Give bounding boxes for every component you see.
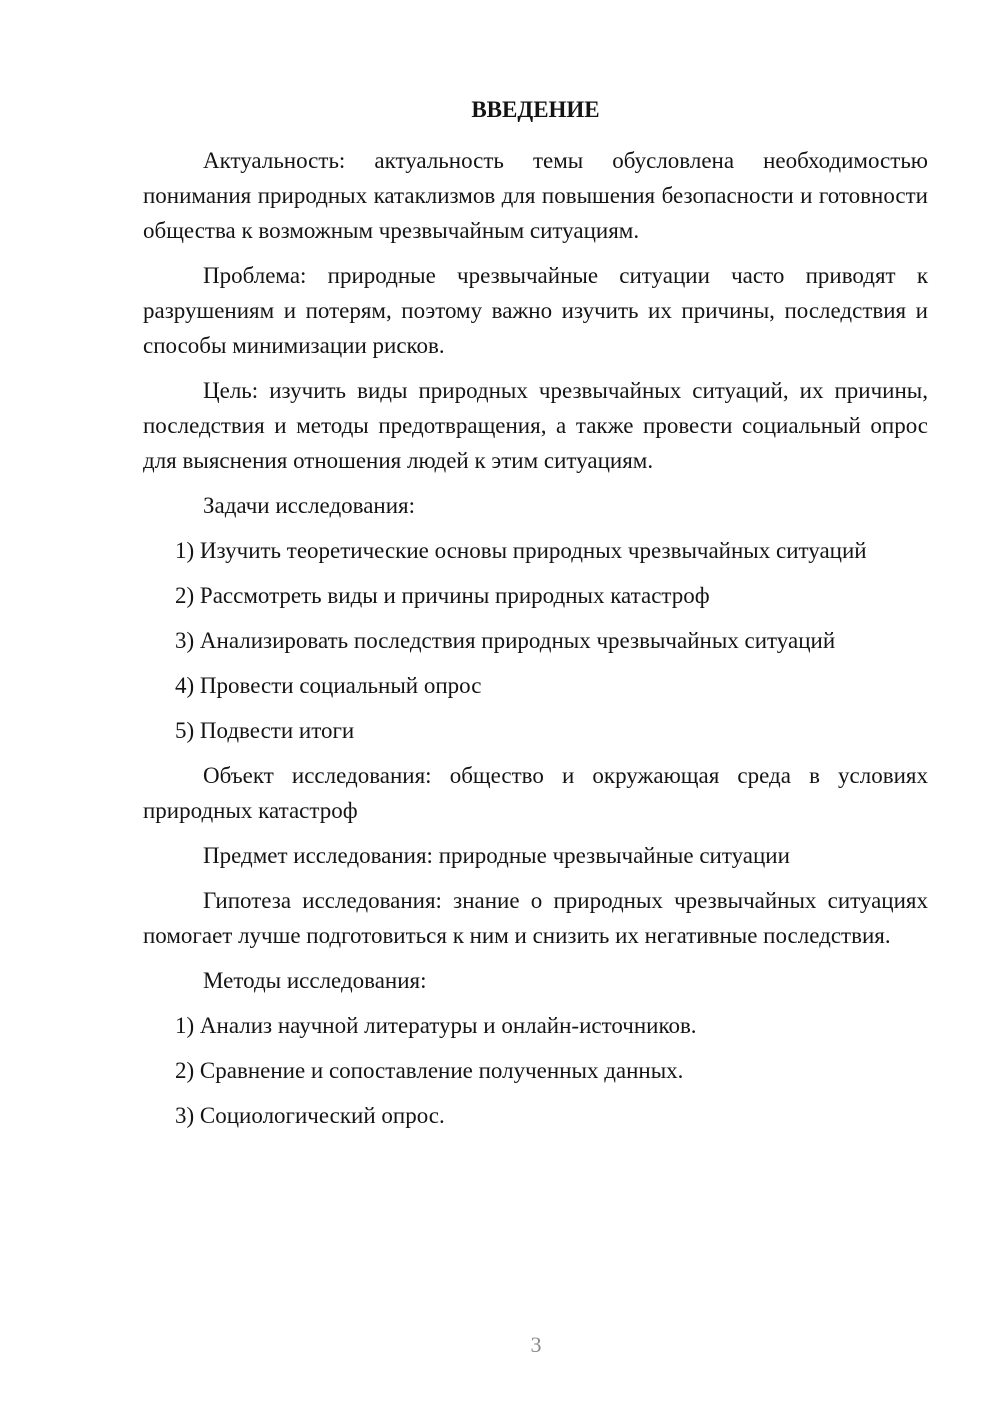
task-item: 3) Анализировать последствия природных чрезвычайных ситуаций [175, 628, 836, 653]
method-item: 1) Анализ научной литературы и онлайн-источников. [175, 1013, 697, 1038]
object-paragraph: Объект исследования: общество и окружающая среда в условиях природных катастроф [143, 763, 928, 823]
goal-paragraph: Цель: изучить виды природных чрезвычайных ситуаций, их причины, последствия и методы предотвращения, а также провести социальный опрос для выяснения отношения людей к этим ситуациям. [143, 378, 928, 473]
problem-paragraph: Проблема: природные чрезвычайные ситуации часто приводят к разрушениям и потерям, поэтому важно изучить их причины, последствия и способы минимизации рисков. [143, 263, 928, 358]
tasks-heading: Задачи исследования: [203, 493, 416, 518]
task-item: 5) Подвести итоги [175, 718, 355, 743]
section-title: ВВЕДЕНИЕ [471, 97, 600, 122]
method-item: 3) Социологический опрос. [175, 1103, 445, 1128]
page-content [143, 94, 928, 1143]
hypothesis-paragraph: Гипотеза исследования: знание о природных чрезвычайных ситуациях помогает лучше подготовиться к ним и снизить их негативные последствия. [143, 888, 928, 948]
task-item: 2) Рассмотреть виды и причины природных катастроф [175, 583, 710, 608]
page-number: 3 [530, 1332, 542, 1357]
task-item: 1) Изучить теоретические основы природных чрезвычайных ситуаций [175, 538, 867, 563]
relevance-paragraph: Актуальность: актуальность темы обусловлена необходимостью понимания природных катаклизмов для повышения безопасности и готовности общества к возможным чрезвычайным ситуациям. [143, 148, 928, 243]
methods-heading: Методы исследования: [203, 968, 427, 993]
method-item: 2) Сравнение и сопоставление полученных данных. [175, 1058, 684, 1083]
task-item: 4) Провести социальный опрос [175, 673, 482, 698]
subject-paragraph: Предмет исследования: природные чрезвычайные ситуации [203, 843, 790, 868]
